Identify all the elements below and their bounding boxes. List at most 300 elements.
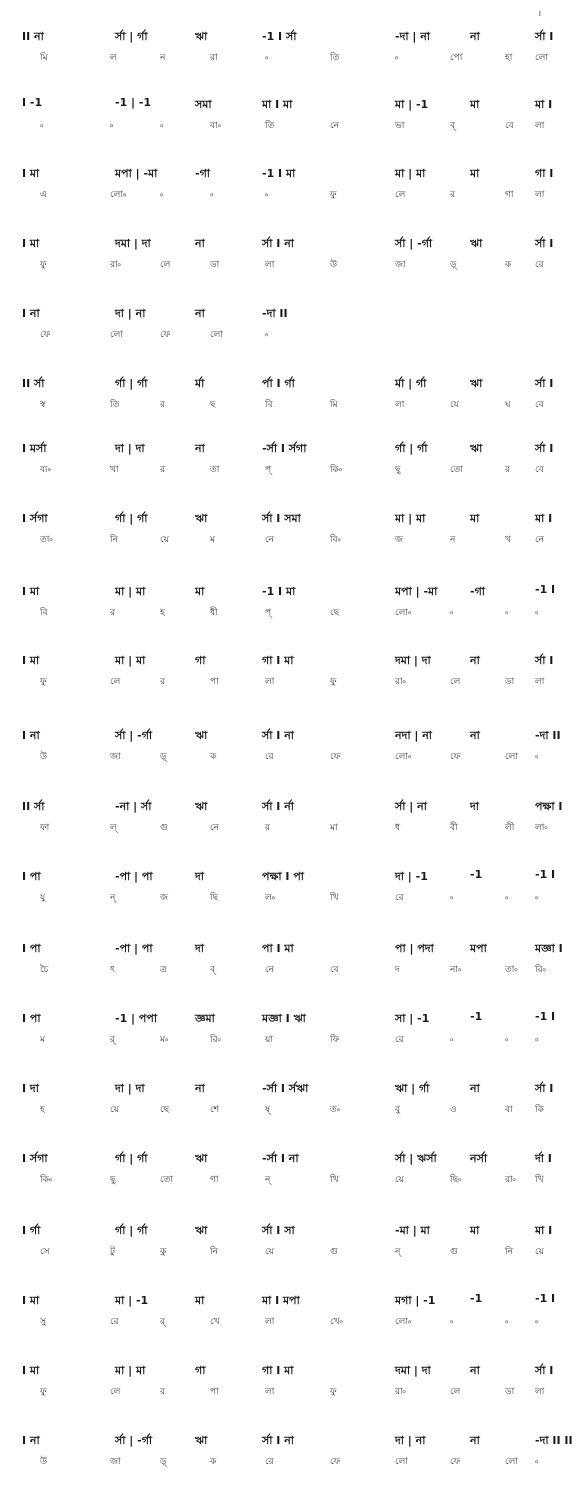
swara-token: -পা | পা: [115, 942, 153, 955]
swara-line: [0, 1362, 580, 1384]
lyric-token: ল৹: [265, 893, 276, 903]
swara-line: [0, 1292, 580, 1314]
lyric-token: র: [110, 608, 115, 618]
lyric-token: ৹: [505, 608, 509, 618]
swara-token: -1 I মা: [262, 585, 296, 598]
swara-token: না: [195, 307, 205, 320]
swara-token: দা | দা: [115, 442, 145, 455]
stave: [0, 583, 580, 643]
swara-token: -1: [470, 1010, 483, 1023]
swara-token: -দা II: [262, 307, 288, 320]
lyric-token: টু: [110, 1247, 115, 1257]
swara-token: পক্ষা I: [535, 800, 563, 813]
swara-token: পক্ষা I পা: [262, 870, 304, 883]
swara-token: র্সা I: [535, 377, 554, 390]
lyric-token: কি৹: [330, 465, 343, 475]
swara-token: মা: [470, 512, 480, 525]
lyric-token: ৹: [535, 1035, 539, 1045]
swara-token: -1 I: [535, 1292, 556, 1305]
swara-token: -1 I: [535, 583, 556, 596]
lyric-token: জ: [160, 893, 169, 903]
lyric-token: লা: [265, 677, 275, 687]
swara-token: না: [195, 442, 205, 455]
swara-token: র্গা | র্গা: [115, 512, 148, 525]
swara-token: না: [470, 30, 480, 43]
swara-token: I না: [22, 307, 40, 320]
lyric-token: ৹: [40, 121, 44, 131]
lyric-token: রা: [210, 53, 218, 63]
swara-token: র্সা | -র্গা: [115, 1434, 153, 1447]
lyric-token: ৹: [160, 190, 164, 200]
lyric-token: ৹: [535, 893, 539, 903]
lyric-token: র: [265, 823, 270, 833]
lyric-line: [0, 1172, 580, 1194]
lyric-token: ত৹: [330, 1105, 341, 1115]
lyric-token: বা: [505, 1105, 513, 1115]
lyric-token: বা৹: [210, 121, 222, 131]
swara-token: সমা: [195, 98, 212, 111]
lyric-token: বে: [535, 465, 544, 475]
lyric-line: [0, 749, 580, 771]
lyric-token: ব্: [210, 965, 216, 975]
lyric-token: ফে: [160, 330, 171, 340]
lyric-token: খি: [330, 1175, 339, 1185]
swara-token: দা | -1: [395, 870, 428, 883]
lyric-token: রে: [395, 893, 404, 903]
swara-token: ঋা: [195, 729, 208, 742]
lyric-token: খে: [210, 1317, 220, 1327]
lyric-token: রে: [265, 752, 274, 762]
swara-token: I র্সগা: [22, 1152, 48, 1165]
lyric-token: বে: [535, 400, 544, 410]
lyric-token: লো: [505, 752, 518, 762]
swara-token: মা I মপা: [262, 1294, 300, 1307]
swara-token: ঋা: [195, 1434, 208, 1447]
lyric-token: ছি৹: [450, 1175, 462, 1185]
swara-token: -গা: [470, 585, 485, 598]
lyric-token: জা: [110, 1457, 121, 1467]
swara-token: ঋা: [470, 237, 483, 250]
lyric-token: বি: [265, 400, 273, 410]
lyric-line: [0, 1454, 580, 1476]
lyric-token: মি: [330, 400, 338, 410]
lyric-token: রা৹: [395, 1387, 407, 1397]
lyric-token: পা: [210, 1387, 219, 1397]
lyric-line: [0, 962, 580, 984]
swara-token: না: [195, 237, 205, 250]
lyric-token: ক: [210, 752, 217, 762]
swara-token: দা | না: [395, 1434, 426, 1447]
lyric-token: জা: [395, 260, 406, 270]
lyric-token: তি: [265, 121, 275, 131]
lyric-token: গা: [210, 1175, 219, 1185]
swara-token: মা | মা: [395, 167, 426, 180]
stave: [0, 375, 580, 435]
lyric-token: ৹: [505, 1317, 509, 1327]
lyric-token: র: [160, 465, 165, 475]
swara-token: মা I: [535, 512, 553, 525]
lyric-token: লো: [395, 1457, 408, 1467]
stave: [0, 1292, 580, 1352]
lyric-token: লা: [535, 190, 545, 200]
lyric-token: রে: [395, 1035, 404, 1045]
lyric-token: য়ে: [110, 1105, 119, 1115]
swara-token: না: [470, 1082, 480, 1095]
swara-token: না: [470, 1434, 480, 1447]
swara-token: র্সা | -র্গা: [395, 237, 433, 250]
stave: [0, 28, 580, 88]
swara-token: নদা | না: [395, 729, 432, 742]
swara-token: -1 | পপা: [115, 1012, 158, 1025]
swara-token: ঋা: [470, 442, 483, 455]
lyric-token: লো: [535, 53, 548, 63]
lyric-token: লা: [535, 1387, 545, 1397]
lyric-token: লা: [535, 121, 545, 131]
lyric-token: র: [160, 677, 165, 687]
lyric-token: ধ: [395, 823, 401, 833]
swara-token: র্দা I: [535, 1152, 552, 1165]
lyric-token: ম: [40, 1035, 45, 1045]
lyric-token: ৹: [450, 1035, 454, 1045]
swara-token: গা: [195, 654, 206, 667]
lyric-token: লো৹: [395, 752, 412, 762]
stave: [0, 1010, 580, 1070]
lyric-token: তা৹: [40, 535, 53, 545]
lyric-token: লা: [265, 260, 275, 270]
lyric-token: ক: [505, 260, 512, 270]
lyric-token: ফা: [40, 823, 50, 833]
swara-token: মপা | -মা: [115, 167, 158, 180]
lyric-token: বী: [450, 823, 458, 833]
lyric-token: ফু: [330, 1387, 337, 1397]
stave: [0, 727, 580, 787]
lyric-token: বু: [395, 1105, 401, 1115]
lyric-token: তো: [450, 465, 464, 475]
lyric-token: শে: [210, 1105, 219, 1115]
swara-token: র্সা | না: [395, 800, 427, 813]
lyric-token: এ: [40, 190, 47, 200]
lyric-token: ছু: [110, 1175, 116, 1185]
lyric-token: ড়্: [160, 1457, 167, 1467]
swara-token: র্সা I: [535, 1364, 554, 1377]
lyric-token: ফে: [330, 1457, 341, 1467]
lyric-token: ৎ: [110, 965, 115, 975]
swara-token: র্সা | র্গা: [115, 30, 148, 43]
swara-token: সা | -1: [395, 1012, 430, 1025]
swara-token: জ্ঞমা: [195, 1012, 215, 1025]
lyric-token: প্: [265, 608, 272, 618]
lyric-line: [0, 462, 580, 484]
lyric-token: নে: [265, 965, 275, 975]
swara-token: র্মা: [195, 377, 205, 390]
swara-line: [0, 1150, 580, 1172]
lyric-token: র: [450, 190, 455, 200]
stave: [0, 798, 580, 858]
lyric-token: য়া: [265, 1035, 273, 1045]
stave: [0, 1150, 580, 1210]
lyric-token: খা: [110, 465, 119, 475]
stave: [0, 868, 580, 928]
lyric-token: লে: [160, 260, 171, 270]
lyric-token: র্: [160, 1317, 165, 1327]
swara-line: [0, 1010, 580, 1032]
lyric-token: রা৹: [110, 260, 122, 270]
lyric-token: ত্র: [160, 965, 167, 975]
stave: [0, 652, 580, 712]
lyric-token: ভা: [395, 121, 405, 131]
lyric-token: ফে: [450, 752, 461, 762]
lyric-token: র: [160, 1387, 165, 1397]
lyric-token: লী: [505, 823, 515, 833]
swara-token: মা | মা: [395, 512, 426, 525]
swara-token: র্সা I র্না: [262, 800, 294, 813]
swara-token: I পা: [22, 1012, 41, 1025]
swara-token: ঋা: [195, 512, 208, 525]
swara-token: -1 | -1: [115, 96, 152, 109]
swara-token: র্সা | -র্গা: [115, 729, 153, 742]
lyric-token: লা: [265, 1387, 275, 1397]
lyric-token: য়ে: [265, 1247, 274, 1257]
swara-line: [0, 375, 580, 397]
lyric-token: মা: [330, 823, 338, 833]
lyric-token: ফু: [330, 677, 337, 687]
stave: [0, 940, 580, 1000]
swara-token: মা | মা: [115, 1364, 146, 1377]
swara-token: না: [470, 654, 480, 667]
lyric-token: ৹: [535, 608, 539, 618]
lyric-token: ৹: [450, 893, 454, 903]
swara-token: II র্সা: [22, 377, 45, 390]
swara-token: র্গা | র্গা: [115, 1152, 148, 1165]
swara-token: দমা | দা: [115, 237, 151, 250]
swara-token: I -1: [22, 96, 43, 109]
lyric-token: ক: [210, 1457, 217, 1467]
lyric-token: লে: [395, 190, 406, 200]
lyric-token: লো: [505, 1457, 518, 1467]
lyric-token: ৹: [535, 752, 539, 762]
stave: [0, 96, 580, 156]
lyric-token: ফি: [330, 1035, 340, 1045]
swara-token: -র্সা I র্সঋা: [262, 1082, 309, 1095]
lyric-token: বে: [330, 965, 339, 975]
lyric-token: ন: [160, 53, 166, 63]
swara-token: মা: [195, 1294, 205, 1307]
swara-token: দা: [195, 870, 204, 883]
lyric-token: ন্: [265, 1175, 271, 1185]
lyric-token: মি: [40, 53, 48, 63]
lyric-token: ডা: [505, 1387, 515, 1397]
lyric-token: লা: [395, 400, 405, 410]
stave: [0, 1432, 580, 1492]
lyric-token: সে: [40, 1247, 50, 1257]
swara-token: মজ্ঞা I ঋা: [262, 1012, 306, 1025]
swara-token: -1 I মা: [262, 167, 296, 180]
lyric-token: হ: [40, 1105, 45, 1115]
swara-token: -1 I: [535, 868, 556, 881]
lyric-token: রি৹: [210, 1035, 222, 1045]
lyric-token: ৹: [160, 121, 164, 131]
lyric-token: বি: [40, 608, 48, 618]
lyric-token: লো৹: [395, 608, 412, 618]
swara-token: -দা II II: [535, 1434, 573, 1447]
swara-token: র্গা | র্গা: [395, 442, 428, 455]
lyric-token: য়ে: [535, 1247, 544, 1257]
swara-token: মা | মা: [115, 654, 146, 667]
lyric-token: ৹: [535, 1317, 539, 1327]
lyric-token: লে: [110, 1387, 121, 1397]
swara-token: গা I মা: [262, 654, 294, 667]
swara-token: নর্সা: [470, 1152, 488, 1165]
lyric-line: [0, 1314, 580, 1336]
swara-token: I মা: [22, 1294, 40, 1307]
swara-line: [0, 868, 580, 890]
lyric-token: ডা: [210, 260, 220, 270]
lyric-token: চৈ: [40, 965, 49, 975]
stave: [0, 440, 580, 500]
lyric-token: ড়্: [160, 752, 167, 762]
swara-token: -র্সা I না: [262, 1152, 299, 1165]
swara-token: দা | না: [115, 307, 146, 320]
lyric-token: ৹: [110, 121, 114, 131]
swara-token: মা | মা: [115, 585, 146, 598]
lyric-token: ৹: [535, 1457, 539, 1467]
swara-token: মা | -1: [115, 1294, 149, 1307]
swara-token: I পা: [22, 942, 41, 955]
swara-token: র্সা I সা: [262, 1224, 295, 1237]
swara-line: [0, 165, 580, 187]
swara-token: -গা: [195, 167, 210, 180]
swara-token: মপা: [470, 942, 487, 955]
swara-token: র্সা I: [535, 1082, 554, 1095]
lyric-line: [0, 674, 580, 696]
lyric-line: [0, 890, 580, 912]
swara-token: মা: [470, 1224, 480, 1237]
swara-token: মা I মা: [262, 98, 293, 111]
swara-token: -মা | মা: [395, 1224, 430, 1237]
swara-token: মা: [470, 98, 480, 111]
lyric-token: নে: [535, 535, 545, 545]
lyric-token: র্: [110, 1035, 115, 1045]
swara-token: গা: [195, 1364, 206, 1377]
lyric-token: নে: [330, 121, 340, 131]
swara-token: গা I মা: [262, 1364, 294, 1377]
lyric-token: লা৹: [535, 823, 548, 833]
swara-line: [0, 235, 580, 257]
swara-token: I মা: [22, 167, 40, 180]
stave: [0, 1222, 580, 1282]
lyric-token: তা: [210, 465, 220, 475]
lyric-token: ফু: [40, 677, 47, 687]
lyric-token: ফে: [40, 330, 51, 340]
lyric-token: ৹: [505, 893, 509, 903]
lyric-token: যে: [450, 400, 459, 410]
lyric-token: রা৹: [395, 677, 407, 687]
swara-token: -পা | পা: [115, 870, 153, 883]
lyric-token: কি: [535, 1105, 544, 1115]
lyric-token: র: [505, 465, 510, 475]
swara-token: II না: [22, 30, 44, 43]
lyric-token: হ: [160, 608, 165, 618]
lyric-token: রে: [535, 260, 544, 270]
lyric-token: পো: [450, 53, 463, 63]
lyric-token: তা৹: [505, 965, 518, 975]
lyric-line: [0, 1102, 580, 1124]
swara-token: ঋা: [195, 1224, 208, 1237]
lyric-token: ব্য৹: [40, 465, 52, 475]
swara-token: I মা: [22, 585, 40, 598]
swara-token: মা | -1: [395, 98, 429, 111]
lyric-token: ৹: [265, 190, 269, 200]
swara-token: -না | র্সা: [115, 800, 152, 813]
lyric-token: ছি: [210, 893, 219, 903]
lyric-line: [0, 1244, 580, 1266]
lyric-token: রে: [265, 1457, 274, 1467]
stave: [0, 1080, 580, 1140]
lyric-token: তো: [160, 1175, 174, 1185]
swara-token: -1 I র্সা: [262, 30, 297, 43]
lyric-token: লা: [535, 677, 545, 687]
lyric-token: ৹: [210, 190, 214, 200]
lyric-token: নি: [110, 535, 118, 545]
lyric-token: ৹: [505, 1035, 509, 1045]
lyric-token: তি: [330, 53, 340, 63]
swara-token: ঋা: [195, 1152, 208, 1165]
swara-token: -1: [470, 868, 483, 881]
lyric-token: স্ব: [40, 400, 46, 410]
lyric-line: [0, 50, 580, 72]
lyric-line: [0, 1032, 580, 1054]
lyric-token: যু: [40, 893, 46, 903]
lyric-token: উ: [330, 260, 338, 270]
swara-token: মগা | -1: [395, 1294, 436, 1307]
lyric-token: ফু: [330, 190, 337, 200]
swara-line: [0, 28, 580, 50]
lyric-token: ৹: [450, 608, 454, 618]
swara-token: র্সা I না: [262, 237, 294, 250]
lyric-token: প্: [265, 465, 272, 475]
swara-token: দা: [470, 800, 479, 813]
lyric-token: লে: [450, 1387, 461, 1397]
lyric-token: লো: [110, 330, 123, 340]
lyric-token: ও: [450, 1105, 457, 1115]
stave: [0, 510, 580, 570]
swara-token: I মর্সা: [22, 442, 47, 455]
lyric-token: নে: [265, 535, 275, 545]
stave: [0, 1362, 580, 1422]
lyric-token: ল্: [110, 823, 117, 833]
swara-token: র্সা I: [535, 237, 554, 250]
swara-token: I মা: [22, 1364, 40, 1377]
swara-token: র্সা I: [535, 30, 554, 43]
swara-token: র্সা I: [535, 442, 554, 455]
lyric-line: [0, 605, 580, 627]
top-mark: ।: [538, 9, 542, 18]
lyric-line: [0, 327, 580, 349]
lyric-token: ধী: [210, 608, 218, 618]
lyric-token: জা: [110, 752, 121, 762]
lyric-token: খি: [330, 893, 339, 903]
lyric-token: লে: [450, 677, 461, 687]
swara-line: [0, 1080, 580, 1102]
lyric-token: জ: [395, 535, 404, 545]
lyric-line: [0, 1384, 580, 1406]
swara-token: I না: [22, 729, 40, 742]
swara-token: দমা | দা: [395, 1364, 431, 1377]
swara-token: মা: [470, 167, 480, 180]
lyric-line: [0, 397, 580, 419]
lyric-token: তি: [110, 400, 120, 410]
swara-token: -1: [470, 1292, 483, 1305]
